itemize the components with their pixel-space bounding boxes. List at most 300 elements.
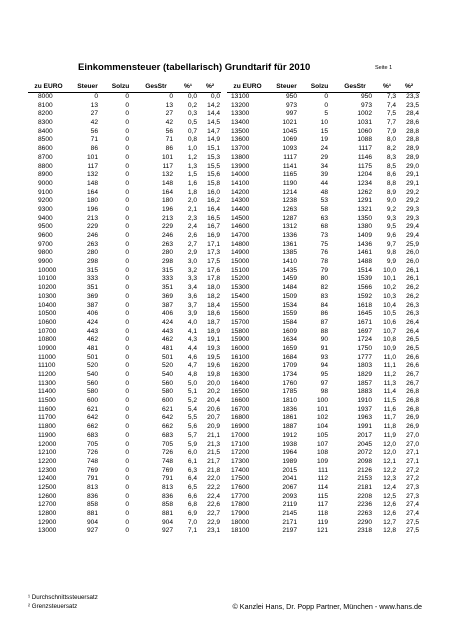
average-rate-cell: 1,8	[187, 188, 197, 196]
table-row	[227, 484, 420, 493]
solzu-cell: 0	[125, 327, 129, 335]
solzu-cell: 88	[320, 327, 328, 335]
solzu-cell: 93	[320, 353, 328, 361]
solzu-cell: 104	[316, 423, 328, 431]
tax-cell: 27	[90, 110, 98, 118]
solzu-cell: 0	[125, 405, 129, 413]
average-rate-cell: 5,7	[187, 431, 197, 439]
average-rate-cell: 0,3	[187, 110, 197, 118]
tax-cell: 406	[86, 310, 98, 318]
solzu-cell: 119	[317, 518, 328, 526]
marginal-rate-cell: 21,5	[207, 449, 220, 457]
solzu-cell: 0	[125, 457, 129, 465]
income-cell: 9200	[38, 197, 53, 205]
total-tax-cell: 1262	[357, 188, 372, 196]
table-row	[28, 275, 221, 284]
solzu-cell: 58	[320, 205, 328, 213]
income-cell: 15900	[231, 336, 250, 344]
marginal-rate-cell: 27,2	[406, 475, 419, 483]
tax-cell: 726	[86, 449, 98, 457]
income-cell: 8300	[38, 119, 53, 127]
income-cell: 12200	[38, 457, 57, 465]
marginal-rate-cell: 26,4	[406, 318, 419, 326]
table-row	[227, 380, 420, 389]
solzu-cell: 0	[125, 379, 129, 387]
tax-cell: 2093	[282, 492, 297, 500]
total-tax-cell: 2045	[357, 440, 372, 448]
income-cell: 11100	[38, 362, 56, 370]
table-row	[227, 189, 420, 198]
total-tax-cell: 246	[161, 232, 173, 239]
marginal-rate-cell: 26,8	[406, 397, 419, 405]
total-tax-cell: 540	[161, 371, 173, 378]
tax-cell: 315	[86, 266, 98, 274]
total-tax-cell: 1777	[357, 353, 372, 361]
income-cell: 12800	[38, 510, 57, 517]
income-cell: 9900	[38, 258, 53, 266]
tax-cell: 13	[90, 101, 98, 109]
average-rate-cell: 10,2	[383, 284, 396, 292]
average-rate-cell: 9,5	[386, 223, 396, 231]
total-tax-cell: 1031	[357, 119, 372, 127]
income-cell: 14000	[231, 171, 250, 179]
total-tax-cell: 1937	[357, 405, 372, 413]
tax-cell: 881	[86, 510, 98, 517]
income-cell: 12100	[38, 449, 57, 457]
income-cell: 8500	[38, 136, 53, 144]
total-tax-cell: 1204	[357, 171, 372, 179]
solzu-cell: 91	[320, 344, 328, 352]
income-cell: 11900	[38, 431, 56, 439]
total-tax-cell: 2126	[357, 466, 372, 474]
average-rate-cell: 6,1	[187, 457, 197, 465]
solzu-cell: 5	[324, 110, 328, 118]
tax-cell: 443	[86, 327, 98, 335]
total-tax-cell: 263	[161, 240, 173, 248]
table-row	[227, 397, 420, 406]
table-row	[227, 336, 420, 345]
solzu-cell: 0	[125, 292, 129, 300]
tax-cell: 1887	[282, 423, 297, 431]
marginal-rate-cell: 26,6	[406, 362, 419, 370]
total-tax-cell: 683	[161, 431, 173, 439]
solzu-cell: 98	[320, 388, 328, 396]
average-rate-cell: 11,5	[383, 397, 396, 405]
tax-cell: 791	[86, 475, 98, 483]
average-rate-cell: 0,5	[187, 119, 197, 127]
income-cell: 14200	[231, 188, 250, 196]
average-rate-cell: 5,6	[187, 423, 197, 431]
income-cell: 14300	[231, 197, 250, 205]
marginal-rate-cell: 29,3	[406, 205, 419, 213]
tax-cell: 1785	[282, 388, 297, 396]
solzu-cell: 118	[317, 510, 328, 517]
total-tax-cell: 1724	[357, 336, 372, 344]
solzu-cell: 108	[316, 449, 328, 457]
total-tax-cell: 229	[161, 223, 173, 231]
table-row	[28, 171, 221, 180]
income-cell: 15800	[231, 327, 250, 335]
average-rate-cell: 9,6	[386, 232, 396, 239]
table-row	[28, 267, 221, 276]
tax-cell: 117	[87, 162, 98, 170]
income-cell: 12900	[38, 518, 57, 526]
table-row	[227, 475, 420, 484]
average-rate-cell: 5,9	[187, 440, 197, 448]
total-tax-cell: 1618	[357, 301, 372, 309]
table-row	[28, 484, 221, 493]
solzu-cell: 0	[125, 353, 129, 361]
marginal-rate-cell: 15,3	[207, 153, 220, 161]
average-rate-cell: 7,9	[386, 127, 396, 135]
table-row	[227, 223, 420, 232]
table-row	[28, 93, 221, 102]
solzu-cell: 19	[320, 136, 328, 144]
total-tax-cell: 1697	[357, 327, 372, 335]
marginal-rate-cell: 19,1	[207, 336, 220, 344]
total-tax-cell: 27	[165, 110, 173, 118]
solzu-cell: 0	[324, 93, 328, 100]
tax-cell: 56	[90, 127, 98, 135]
average-rate-cell: 4,1	[187, 327, 197, 335]
solzu-cell: 0	[125, 110, 129, 118]
tax-cell: 2145	[282, 510, 297, 517]
average-rate-cell: 2,0	[187, 197, 197, 205]
tax-cell: 1093	[282, 145, 297, 153]
table-row	[28, 336, 221, 345]
solzu-cell: 0	[125, 431, 129, 439]
average-rate-cell: 11,0	[383, 353, 396, 361]
total-tax-cell: 1088	[357, 136, 372, 144]
solzu-cell: 94	[320, 362, 328, 370]
total-tax-cell: 1117	[358, 145, 372, 153]
marginal-rate-cell: 20,7	[207, 414, 220, 422]
marginal-rate-cell: 26,7	[406, 371, 419, 378]
total-tax-cell: 1803	[357, 362, 372, 370]
total-tax-cell: 791	[161, 475, 173, 483]
income-cell: 11000	[38, 353, 56, 361]
tax-cell: 560	[86, 379, 98, 387]
income-cell: 13800	[231, 153, 250, 161]
marginal-rate-cell: 22,2	[207, 483, 220, 491]
average-rate-cell: 0,8	[187, 136, 197, 144]
total-tax-cell: 1566	[357, 284, 372, 292]
solzu-cell: 10	[320, 119, 328, 127]
header-solzu: Solzu	[305, 83, 334, 93]
marginal-rate-cell: 28,8	[406, 136, 419, 144]
income-cell: 16300	[231, 371, 250, 378]
income-cell: 15100	[231, 266, 250, 274]
marginal-rate-cell: 19,3	[207, 344, 220, 352]
table-row	[227, 215, 420, 224]
income-cell: 17500	[231, 475, 250, 483]
total-tax-cell: 2208	[357, 492, 372, 500]
total-tax-cell: 927	[161, 527, 173, 535]
total-tax-cell: 973	[360, 101, 372, 109]
table-row	[227, 319, 420, 328]
header-gesstr: GesStr	[334, 83, 376, 93]
tax-cell: 481	[86, 344, 98, 352]
average-rate-cell: 10,0	[383, 266, 396, 274]
marginal-rate-cell: 18,9	[207, 327, 220, 335]
income-cell: 14400	[231, 205, 250, 213]
average-rate-cell: 3,2	[187, 266, 197, 274]
solzu-cell: 100	[316, 397, 328, 405]
average-rate-cell: 7,0	[187, 518, 197, 526]
total-tax-cell: 406	[161, 310, 173, 318]
table-row	[227, 310, 420, 319]
tax-cell: 2067	[282, 483, 297, 491]
marginal-rate-cell: 28,6	[406, 119, 419, 127]
average-rate-cell: 11,1	[383, 362, 396, 370]
average-rate-cell: 1,5	[187, 171, 197, 179]
solzu-cell: 39	[320, 171, 328, 179]
marginal-rate-cell: 19,8	[207, 371, 220, 378]
income-cell: 17200	[231, 449, 250, 457]
solzu-cell: 105	[316, 431, 328, 439]
table-row	[28, 406, 221, 415]
solzu-cell: 0	[125, 466, 129, 474]
table-row	[28, 110, 221, 119]
table-row	[227, 423, 420, 432]
tax-cell: 1734	[282, 371, 297, 378]
average-rate-cell: 1,2	[187, 153, 197, 161]
solzu-cell: 117	[317, 501, 328, 509]
total-tax-cell: 1291	[357, 197, 372, 205]
income-cell: 17600	[231, 483, 250, 491]
table-row	[28, 467, 221, 476]
average-rate-cell: 11,2	[383, 371, 396, 378]
marginal-rate-cell: 23,3	[406, 93, 419, 100]
table-row	[28, 128, 221, 137]
table-row	[28, 432, 221, 441]
income-cell: 10200	[38, 284, 57, 292]
marginal-rate-cell: 29,2	[406, 197, 419, 205]
tax-cell: 1861	[282, 414, 297, 422]
income-cell: 16200	[231, 362, 250, 370]
average-rate-cell: 12,3	[383, 475, 396, 483]
total-tax-cell: 1514	[357, 266, 372, 274]
marginal-rate-cell: 26,7	[406, 379, 419, 387]
income-cell: 17800	[231, 501, 250, 509]
total-tax-cell: 2098	[357, 457, 372, 465]
table-row	[28, 154, 221, 163]
marginal-rate-cell: 14,4	[207, 110, 220, 118]
solzu-cell: 114	[317, 483, 328, 491]
solzu-cell: 0	[125, 127, 129, 135]
tax-cell: 1760	[282, 379, 297, 387]
average-rate-cell: 5,0	[187, 379, 197, 387]
table-row	[28, 345, 221, 354]
marginal-rate-cell: 23,5	[406, 101, 419, 109]
average-rate-cell: 8,2	[386, 145, 396, 153]
average-rate-cell: 5,4	[187, 405, 197, 413]
table-row	[28, 241, 221, 250]
marginal-rate-cell: 22,4	[207, 492, 220, 500]
income-cell: 17700	[231, 492, 250, 500]
income-cell: 9600	[38, 232, 53, 239]
income-cell: 12000	[38, 440, 57, 448]
total-tax-cell: 56	[165, 127, 173, 135]
table-row	[28, 302, 221, 311]
total-tax-cell: 1645	[357, 310, 372, 318]
income-cell: 11500	[38, 397, 56, 405]
table-row	[227, 267, 420, 276]
table-row	[28, 258, 221, 267]
tax-cell: 950	[285, 93, 297, 100]
table-row	[227, 119, 420, 128]
table-row	[227, 362, 420, 371]
average-rate-cell: 8,9	[386, 188, 396, 196]
tax-cell: 1141	[282, 162, 297, 170]
table-row	[28, 510, 221, 519]
table-row	[227, 406, 420, 415]
total-tax-cell: 2290	[357, 518, 372, 526]
tax-cell: 1584	[282, 318, 297, 326]
solzu-cell: 86	[320, 310, 328, 318]
average-rate-cell: 8,5	[386, 162, 396, 170]
income-cell: 16500	[231, 388, 250, 396]
header-grenz-pct: %²	[199, 83, 221, 93]
tax-cell: 196	[86, 205, 98, 213]
header-steuer: Steuer	[69, 83, 106, 93]
solzu-cell: 0	[125, 119, 129, 127]
marginal-rate-cell: 26,0	[406, 249, 419, 257]
tax-cell: 1069	[282, 136, 297, 144]
income-cell: 14600	[231, 223, 250, 231]
total-tax-cell: 148	[161, 179, 173, 187]
marginal-rate-cell: 20,0	[207, 379, 220, 387]
solzu-cell: 83	[320, 292, 328, 300]
total-tax-cell: 813	[161, 483, 173, 491]
marginal-rate-cell: 16,9	[207, 232, 220, 239]
average-rate-cell: 4,8	[187, 371, 197, 378]
solzu-cell: 0	[125, 136, 129, 144]
solzu-cell: 29	[320, 153, 328, 161]
tax-cell: 42	[90, 119, 98, 127]
marginal-rate-cell: 27,0	[406, 431, 419, 439]
total-tax-cell: 1436	[357, 240, 372, 248]
solzu-cell: 0	[125, 301, 129, 309]
tax-cell: 501	[86, 353, 98, 361]
total-tax-cell: 462	[161, 336, 173, 344]
average-rate-cell: 4,0	[187, 318, 197, 326]
income-cell: 11800	[38, 423, 56, 431]
total-tax-cell: 42	[165, 119, 173, 127]
income-cell: 13200	[231, 101, 250, 109]
total-tax-cell: 560	[161, 379, 173, 387]
solzu-cell: 0	[125, 414, 129, 422]
total-tax-cell: 101	[161, 153, 173, 161]
solzu-cell: 24	[320, 145, 328, 153]
income-cell: 13900	[231, 162, 250, 170]
average-rate-cell: 6,0	[187, 449, 197, 457]
tax-cell: 1238	[282, 197, 297, 205]
average-rate-cell: 6,9	[187, 510, 197, 517]
solzu-cell: 0	[125, 266, 129, 274]
income-cell: 9000	[38, 179, 53, 187]
marginal-rate-cell: 23,1	[207, 527, 220, 535]
table-row	[227, 510, 420, 519]
table-row	[227, 258, 420, 267]
table-row	[28, 371, 221, 380]
marginal-rate-cell: 26,2	[406, 292, 419, 300]
average-rate-cell: 12,6	[383, 510, 396, 517]
average-rate-cell: 6,8	[187, 501, 197, 509]
income-cell: 10400	[38, 301, 57, 309]
average-rate-cell: 9,2	[386, 205, 396, 213]
income-cell: 12600	[38, 492, 57, 500]
solzu-cell: 0	[125, 344, 129, 352]
total-tax-cell: 662	[161, 423, 173, 431]
tax-cell: 0	[94, 93, 98, 100]
solzu-cell: 0	[125, 205, 129, 213]
solzu-cell: 90	[320, 336, 328, 344]
average-rate-cell: 3,3	[187, 275, 197, 283]
income-cell: 17400	[231, 466, 250, 474]
solzu-cell: 0	[125, 188, 129, 196]
average-rate-cell: 11,6	[383, 405, 396, 413]
tax-cell: 621	[86, 405, 98, 413]
total-tax-cell: 1750	[357, 344, 372, 352]
solzu-cell: 0	[125, 179, 129, 187]
table-row	[227, 527, 420, 536]
average-rate-cell: 0,7	[187, 127, 197, 135]
average-rate-cell: 12,8	[383, 527, 396, 535]
marginal-rate-cell: 14,2	[207, 101, 220, 109]
tax-cell: 1287	[282, 214, 297, 222]
income-cell: 11200	[38, 371, 56, 378]
income-cell: 15600	[231, 310, 250, 318]
solzu-cell: 80	[320, 275, 328, 283]
tax-cell: 683	[86, 431, 98, 439]
average-rate-cell: 7,3	[386, 93, 396, 100]
solzu-cell: 0	[125, 483, 129, 491]
total-tax-cell: 1857	[357, 379, 372, 387]
solzu-cell: 0	[125, 93, 129, 100]
marginal-rate-cell: 29,2	[406, 188, 419, 196]
tax-cell: 1810	[282, 397, 297, 405]
tax-cell: 973	[285, 101, 297, 109]
tax-cell: 1263	[282, 205, 297, 213]
total-tax-cell: 1380	[357, 223, 372, 231]
header-gesstr: GesStr	[135, 83, 177, 93]
page-title: Einkommensteuer (tabellarisch) Grundtarif für 2010	[78, 62, 311, 73]
tax-cell: 836	[86, 492, 98, 500]
average-rate-cell: 11,8	[383, 423, 396, 431]
total-tax-cell: 369	[161, 292, 173, 300]
income-cell: 15400	[231, 292, 250, 300]
total-tax-cell: 621	[161, 405, 173, 413]
marginal-rate-cell: 19,6	[207, 362, 220, 370]
total-tax-cell: 1146	[357, 153, 372, 161]
table-row	[227, 493, 420, 502]
income-cell: 10600	[38, 318, 57, 326]
solzu-cell: 109	[316, 457, 328, 465]
table-row	[28, 223, 221, 232]
marginal-rate-cell: 18,7	[207, 318, 220, 326]
solzu-cell: 0	[125, 318, 129, 326]
solzu-cell: 0	[125, 197, 129, 205]
income-cell: 8100	[38, 101, 53, 109]
total-tax-cell: 705	[161, 440, 173, 448]
marginal-rate-cell: 20,6	[207, 405, 220, 413]
total-tax-cell: 164	[161, 188, 173, 196]
average-rate-cell: 10,8	[383, 336, 396, 344]
average-rate-cell: 8,8	[386, 179, 396, 187]
header-zu-euro: zu EURO	[28, 83, 69, 93]
marginal-rate-cell: 26,9	[406, 414, 419, 422]
